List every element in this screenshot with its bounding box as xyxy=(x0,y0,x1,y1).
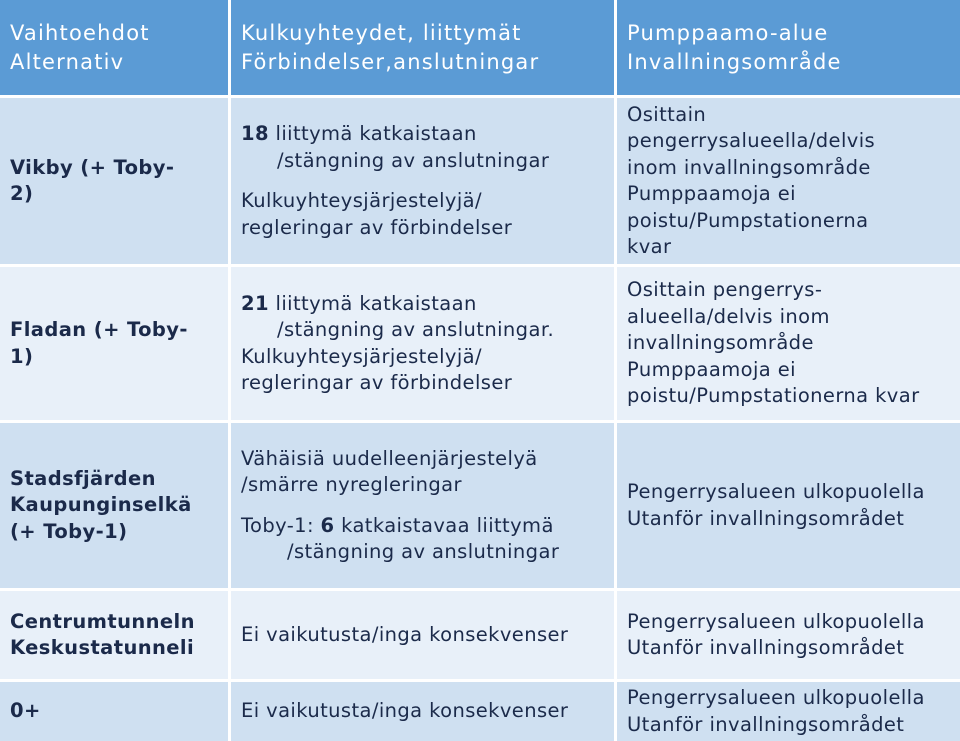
connections-line: /stängning av anslutningar xyxy=(287,540,560,563)
alternative-line: 1) xyxy=(10,344,34,368)
alternative-line: Kaupunginselkä xyxy=(10,493,192,517)
area-line: poistu/Pumpstationerna xyxy=(627,208,869,232)
connections-line: Ei vaikutusta/inga konsekvenser xyxy=(241,699,569,723)
header-alternatives-sv: Alternativ xyxy=(10,49,125,74)
area-line: alueella/delvis inom xyxy=(627,304,830,328)
connections-line: Vähäisiä uudelleenjärjestelyä xyxy=(241,446,538,470)
connections-line: /smärre nyregleringar xyxy=(241,473,462,496)
header-alternatives xyxy=(0,0,228,95)
row-zero-plus-alternative xyxy=(0,682,228,741)
connections-line: 18 liittymä katkaistaan xyxy=(241,122,477,145)
area-line: kvar xyxy=(627,235,672,258)
connections-line: Kulkuyhteysjärjestelyjä/ xyxy=(241,344,482,368)
header-connections-fi: Kulkuyhteydet, liittymät xyxy=(241,20,522,45)
area-line: poistu/Pumpstationerna kvar xyxy=(627,384,920,408)
alternative-line: Fladan (+ Toby- xyxy=(10,318,188,341)
row-zero-plus-connections xyxy=(231,682,614,741)
alternative-line: 2) xyxy=(10,182,34,205)
header-connections-sv: Förbindelser,anslutningar xyxy=(241,49,540,74)
alternative-line: Centrumtunneln xyxy=(10,609,195,633)
area-line: Pumppaamoja ei xyxy=(627,182,796,205)
area-line: Pengerrysalueen ulkopuolella xyxy=(627,480,925,503)
area-line: Osittain pengerrys- xyxy=(627,278,823,302)
junction-count: 21 xyxy=(241,291,269,315)
alternative-line: Keskustatunneli xyxy=(10,636,195,659)
row-fladan-connections xyxy=(231,267,614,420)
row-stadsfjarden-area xyxy=(617,423,960,588)
area-line: Pengerrysalueen ulkopuolella xyxy=(627,609,925,633)
connections-line: 21 liittymä katkaistaan xyxy=(241,291,477,315)
row-centrumtunneln-area xyxy=(617,591,960,679)
connections-line: /stängning av anslutningar. xyxy=(277,318,555,341)
row-centrumtunneln-alternative xyxy=(0,591,228,679)
area-line: Pengerrysalueen ulkopuolella xyxy=(627,686,925,709)
row-stadsfjarden-connections xyxy=(231,423,614,588)
area-line: Osittain xyxy=(627,102,707,126)
area-line: Utanför invallningsområdet xyxy=(627,636,905,659)
area-line: Utanför invallningsområdet xyxy=(627,506,905,530)
row-centrumtunneln-connections xyxy=(231,591,614,679)
connections-line: Toby-1: 6 katkaistavaa liittymä xyxy=(241,513,554,537)
header-alternatives-fi: Vaihtoehdot xyxy=(10,20,150,45)
connections-line: Kulkuyhteysjärjestelyjä/ xyxy=(241,189,482,212)
alternative-line: 0+ xyxy=(10,699,41,723)
header-pumping-area-fi: Pumppaamo-alue xyxy=(627,20,829,45)
connections-line: Ei vaikutusta/inga konsekvenser xyxy=(241,622,569,646)
header-connections xyxy=(231,0,614,95)
header-pumping-area xyxy=(617,0,960,95)
row-stadsfjarden-alternative xyxy=(0,423,228,588)
row-fladan-area xyxy=(617,267,960,420)
area-line: Utanför invallningsområdet xyxy=(627,712,905,736)
header-pumping-area-sv: Invallningsområde xyxy=(627,49,842,74)
area-line: pengerrysalueella/delvis xyxy=(627,129,876,152)
area-line: inom invallningsområde xyxy=(627,155,871,179)
alternative-line: Stadsfjärden xyxy=(10,466,156,490)
junction-count: 6 xyxy=(320,513,335,537)
row-fladan-alternative xyxy=(0,267,228,420)
connections-line: regleringar av förbindelser xyxy=(241,215,513,239)
alternative-line: (+ Toby-1) xyxy=(10,519,128,543)
row-vikby-alternative xyxy=(0,98,228,264)
row-vikby-connections xyxy=(231,98,614,264)
area-line: invallningsområde xyxy=(627,331,814,355)
connections-line: /stängning av anslutningar xyxy=(277,148,550,172)
alternative-line: Vikby (+ Toby- xyxy=(10,155,175,179)
connections-line: regleringar av förbindelser xyxy=(241,371,513,394)
row-vikby-area xyxy=(617,98,960,264)
row-zero-plus-area xyxy=(617,682,960,741)
area-line: Pumppaamoja ei xyxy=(627,357,796,381)
junction-count: 18 xyxy=(241,122,269,145)
